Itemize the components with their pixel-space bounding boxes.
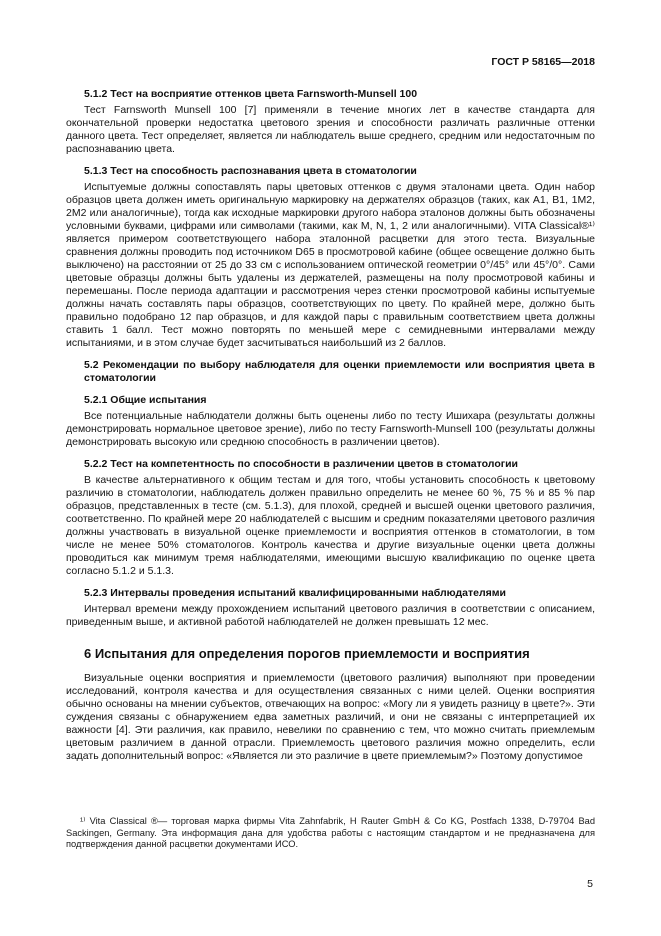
page-number: 5 [587, 878, 593, 890]
paragraph-5-1-3: Испытуемые должны сопоставлять пары цветовых оттенков с двумя эталонами цвета. Один набор образцов цвета должен иметь оригинальную маркировку на держателях образцов (таких, как А1, В1, 1М2, 2М2 или аналогичные), тогда как исходные маркировки другого набора эталонов должны быть обозначены условными буквами, цифрами или символами (такими, как М, N, 1, 2 или аналогичными). VITA Classical®¹⁾ является примером соответствующего набора эталонной расцветки для этого теста. Визуальные сравнения должны проводить под источником D65 в просмотровой кабине (общее освещение должно быть выключено) на расстоянии от 25 до 33 см с использованием оптической геометрии 0°/45° или 45°/0°. Сами цветовые образцы должны быть удалены из держателей, размещены на полу просмотровой кабины и перемешаны. После периода адаптации и рассмотрения через стенки просмотровой кабины испытуемые должны начать составлять пары образцов, соответствующих по цвету. По крайней мере, должно быть правильно подобрано 12 пар образцов, и для каждой пары с правильным соответствием цвета должны ставить 1 балл. Тест можно повторять по меньшей мере с семидневными интервалами между испытаниями, и в этом случае будет засчитываться наибольший из 2 баллов. [66, 181, 595, 349]
heading-5-2-3: 5.2.3 Интервалы проведения испытаний квалифицированными наблюдателями [84, 587, 506, 599]
heading-5-1-3: 5.1.3 Тест на способность распознавания цвета в стоматологии [84, 165, 417, 177]
paragraph-5-1-2: Тест Farnsworth Munsell 100 [7] применяли в течение многих лет в качестве стандарта для окончательной проверки недостатка цветового зрения и способности различать различные оттенки данного цвета. Тест определяет, является ли наблюдатель выше среднего, средним или недостаточным по распознаванию цвета. [66, 104, 595, 155]
footnote: ¹⁾ Vita Classical ®— торговая марка фирмы Vita Zahnfabrik, H Rauter GmbH & Co KG, Postfach 1338, D-79704 Bad Sackingen, Germany. Эта информация дана для удобства работы с настоящим стандартом и не предназначена для подтверждения данной расцветки документами ИСО. [66, 816, 595, 849]
heading-5-2: 5.2 Рекомендации по выбору наблюдателя для оценки приемлемости или восприятия цвета в стоматологии [84, 359, 595, 384]
paragraph-6: Визуальные оценки восприятия и приемлемости (цветового различия) выполняют при проведении исследований, контроля качества и для осуществления связанных с ними целей. Оценки восприятия обычно основаны на мнении субъектов, отвечающих на вопрос: «Могу ли я увидеть разницу в цвете?». Эти суждения связаны с обнаружением едва заметных различий, и они не связаны с интерпретацией их важности [4]. Эти различия, как правило, невелики по сравнению с тем, что можно считать приемлемым цветовым различием в данной отрасли. Приемлемость цветового различия можно определить, если задать дополнительный вопрос: «Является ли это различие в цвете приемлемым?» Поэтому допустимое [66, 672, 595, 762]
document-header [66, 56, 595, 68]
paragraph-5-2-3: Интервал времени между прохождением испытаний цветового различия в соответствии с описанием, приведенным выше, и активной работой наблюдателей не должен превышать 12 мес. [66, 603, 595, 628]
paragraph-5-2-2: В качестве альтернативного к общим тестам и для того, чтобы установить способность к цветовому различию в стоматологии, наблюдатель должен правильно определить не менее 60 %, 75 % и 85 % пар образцов, представленных в тесте (см. 5.1.3), для плохой, средней и высшей оценки цветового различия, соответственно. По крайней мере 20 наблюдателей с высшим и средним показателями цветового различия должны участвовать в визуальной оценке приемлемости и восприятия оттенков в стоматологии, в том числе не менее 50% стоматологов. Контроль качества и другие визуальные оценки цвета должны проводиться как минимум тремя наблюдателями, имеющими высшую квалификацию по оценке цвета согласно 5.1.2 и 5.1.3. [66, 474, 595, 577]
heading-5-2-2: 5.2.2 Тест на компетентность по способности в различении цветов в стоматологии [84, 458, 519, 470]
heading-5-1-2: 5.1.2 Тест на восприятие оттенков цвета Farnsworth-Munsell 100 [84, 88, 418, 100]
paragraph-5-2-1: Все потенциальные наблюдатели должны быть оценены либо по тесту Ишихара (результаты должны демонстрировать нормальное цветовое зрение), либо по тесту Farnsworth-Munsell 100 (результаты должны демонстрировать высокую или среднюю способность в различении цветов). [66, 410, 595, 448]
heading-5-2-1: 5.2.1 Общие испытания [84, 394, 207, 406]
heading-6: 6 Испытания для определения порогов приемлемости и восприятия [84, 646, 530, 661]
standard-reference: ГОСТ Р 58165—2018 [491, 56, 595, 68]
